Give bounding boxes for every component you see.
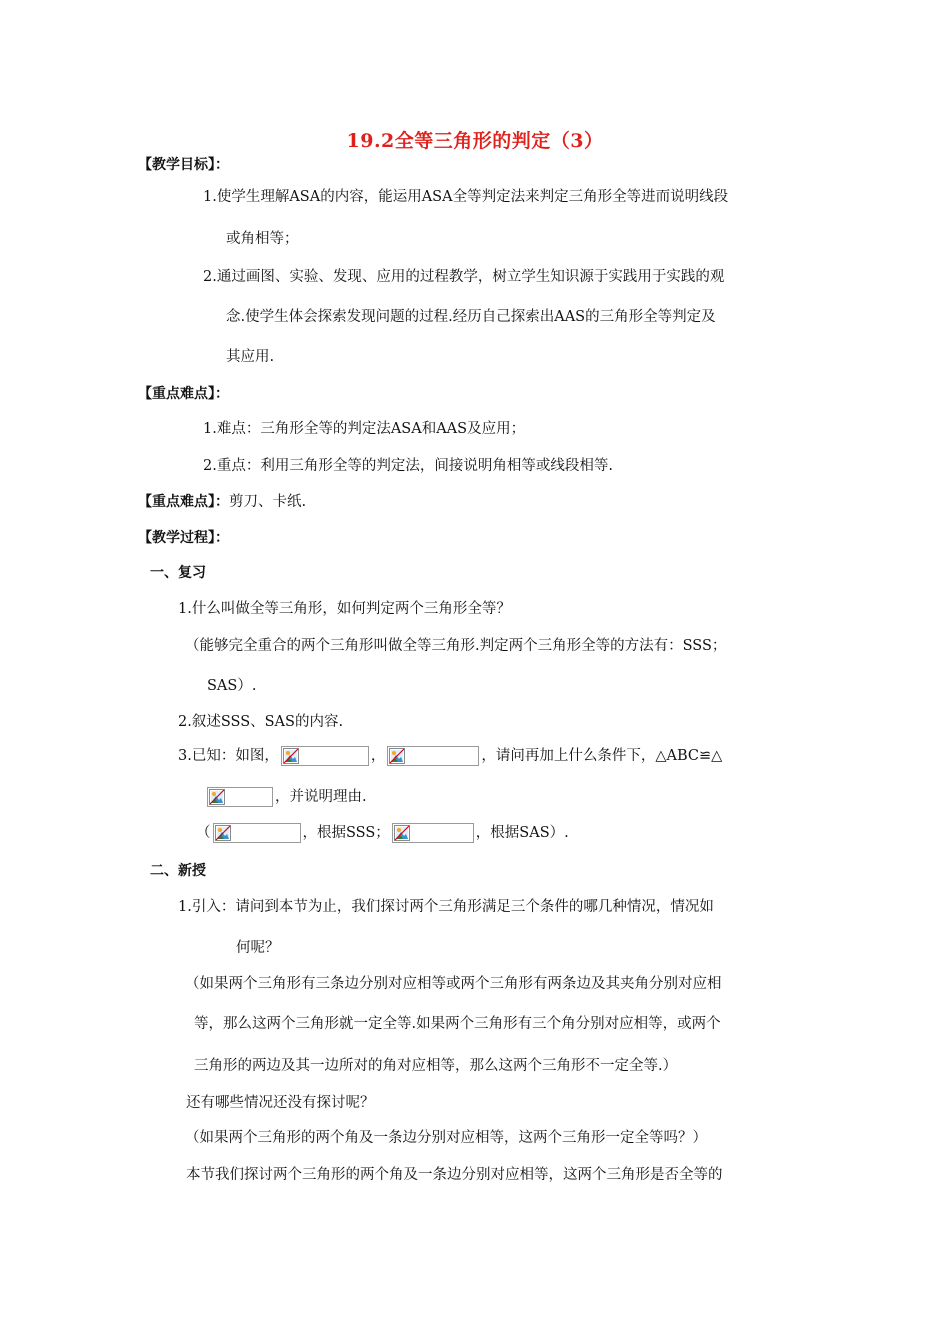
document-title: 19.2全等三角形的判定（3） [346,130,604,152]
review-question-3-line-1 [178,746,722,766]
objective-2-line-2: 念.使学生体会探索发现问题的过程.经历自己探索出AAS的三角形全等判定及 [226,309,716,325]
formula-image [213,823,301,843]
broken-image-icon [215,825,231,841]
intro-line-2: 何呢？ [236,940,280,956]
broken-image-icon [389,748,405,764]
review-question-2: 2.叙述SSS、SAS的内容. [178,714,344,730]
process-heading: 【教学过程】： [138,530,229,546]
formula-image [387,746,479,766]
review-question-3-line-2 [205,787,367,807]
separator: ， [370,748,386,764]
review-question-3-text-b: ，请问再加上什么条件下，△ABC≌△ [481,748,723,764]
review-question-3-text-c: ，并说明理由. [275,789,367,805]
review-question-3-text-a: 3.已知：如图， [178,748,279,764]
intro-line-1: 1.引入：请问到本节为止，我们探讨两个三角形满足三个条件的哪几种情况，情况如 [178,899,714,915]
broken-image-icon [283,748,299,764]
broken-image-icon [209,789,225,805]
question-remaining-cases: 还有哪些情况还没有探讨呢？ [186,1095,375,1111]
formula-image [392,823,474,843]
tools-heading: 【重点难点】： [138,494,229,510]
objective-1-line-2: 或角相等； [226,231,299,247]
review-answer-3 [196,823,569,843]
lesson-focus-line: 本节我们探讨两个三角形的两个角及一条边分别对应相等，这两个三角形是否全等的 [186,1167,723,1183]
intro-answer-line-1: （如果两个三角形有三条边分别对应相等或两个三角形有两条边及其夹角分别对应相 [185,976,722,992]
intro-answer-line-2: 等，那么这两个三角形就一定全等.如果两个三角形有三个角分别对应相等，或两个 [194,1016,721,1032]
review-question-1: 1.什么叫做全等三角形，如何判定两个三角形全等？ [178,601,511,617]
objectives-heading: 【教学目标】： [138,157,229,173]
answer-sas-text: ，根据SAS）. [475,825,569,841]
tools-line [138,492,306,512]
key-point-1: 1.难点：三角形全等的判定法ASA和AAS及应用； [203,421,526,437]
new-lesson-heading: 二、新授 [150,863,206,879]
intro-answer-line-3: 三角形的两边及其一边所对的角对应相等，那么这两个三角形不一定全等.） [194,1058,678,1074]
review-answer-1-line-1: （能够完全重合的两个三角形叫做全等三角形.判定两个三角形全等的方法有：SSS； [185,638,727,654]
answer-open-paren: （ [196,825,211,841]
objective-2-line-3: 其应用. [226,349,275,365]
formula-image [281,746,369,766]
objective-2-line-1: 2.通过画图、实验、发现、应用的过程教学，树立学生知识源于实践用于实践的观 [203,269,725,285]
formula-image [207,787,273,807]
tools-text: 剪刀、卡纸. [229,494,307,510]
review-answer-1-line-2: SAS）. [207,678,257,694]
key-point-2: 2.重点：利用三角形全等的判定法，间接说明角相等或线段相等. [203,458,613,474]
answer-sss-text: ，根据SSS； [302,825,390,841]
broken-image-icon [394,825,410,841]
key-points-heading: 【重点难点】： [138,386,229,402]
review-heading: 一、复习 [150,565,206,581]
objective-1-line-1: 1.使学生理解ASA的内容，能运用ASA全等判定法来判定三角形全等进而说明线段 [203,189,729,205]
question-two-angles-one-side: （如果两个三角形的两个角及一条边分别对应相等，这两个三角形一定全等吗？） [185,1130,707,1146]
